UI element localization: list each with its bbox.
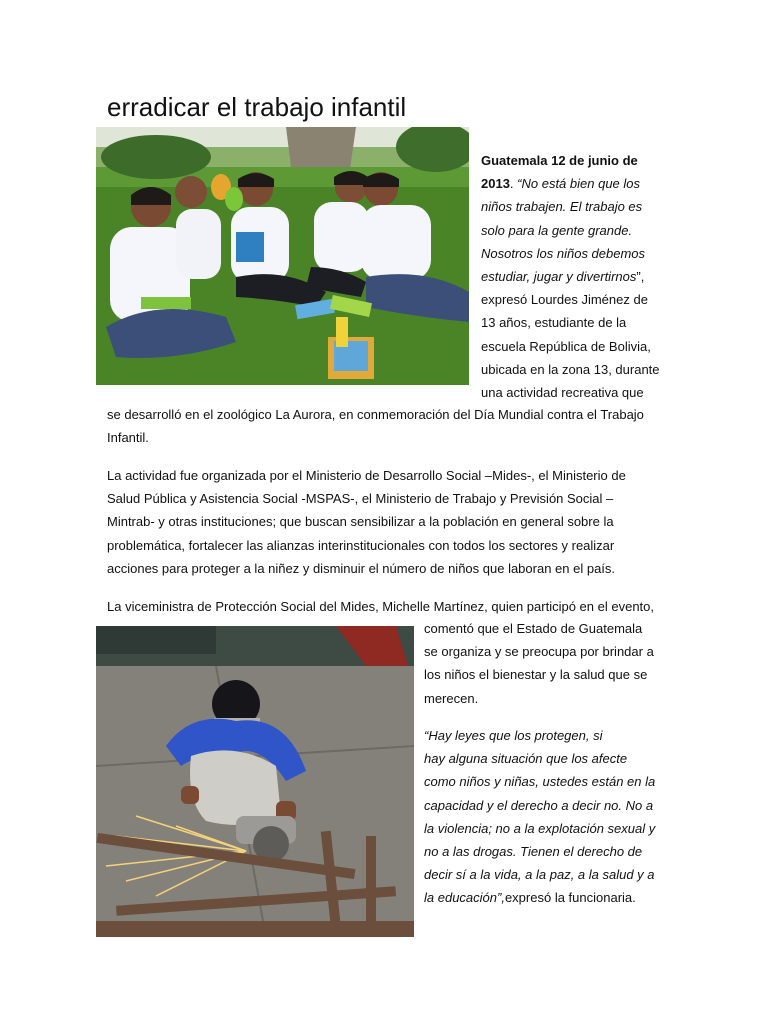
children-on-grass-photo [96, 127, 469, 385]
body-line: La actividad fue organizada por el Ministerio de Desarrollo Social –Mides-, el Ministerio de [107, 468, 626, 483]
body-line: se desarrolló en el zoológico La Aurora, en conmemoración del Día Mundial contra el Trabajo [107, 407, 644, 422]
body-line: Infantil. [107, 430, 149, 446]
body-line: merecen. [424, 690, 479, 706]
article-title: erradicar el trabajo infantil [107, 92, 407, 122]
quote-line: estudiar, jugar y divertirnos [481, 269, 637, 285]
dateline-punct: . [509, 176, 518, 192]
quote-line: “Hay leyes que los protegen, si [424, 728, 603, 743]
boy-grinding-metal-photo [96, 626, 414, 937]
body-line: Mintrab- y otras instituciones; que buscan sensibilizar a la población en general sobre la [107, 514, 614, 530]
closing-quote [424, 724, 655, 910]
quote-line: no a las drogas. Tienen el derecho de [424, 844, 643, 860]
quote-line: como niños y niñas, ustedes están en la [424, 774, 656, 790]
body-line: La viceministra de Protección Social del Mides, Michelle Martínez, quien participó en el evento, [107, 599, 654, 614]
intro-continuation [107, 403, 644, 449]
quote-line: “No está bien que los [517, 176, 641, 192]
quote-line: hay alguna situación que los afecte [424, 751, 628, 767]
quote-line: la violencia; no a la explotación sexual y [424, 820, 656, 836]
body-line: los niños el bienestar y la salud que se [424, 667, 648, 683]
quote-line: niños trabajen. El trabajo es [481, 199, 643, 215]
quote-close: ”, [636, 269, 645, 285]
dateline-year: 2013 [481, 176, 510, 192]
body-line: expresó Lourdes Jiménez de [481, 292, 648, 308]
body-line: una actividad recreativa que [481, 385, 644, 401]
quote-line: Nosotros los niños debemos [481, 245, 646, 261]
intro-text [481, 149, 660, 404]
body-line: se organiza y se preocupa por brindar a [424, 644, 654, 660]
quote-line: solo para la gente grande. [481, 222, 633, 238]
paragraph-organizers [107, 464, 626, 580]
quote-line: decir sí a la vida, a la paz, a la salud y a [424, 867, 655, 883]
body-line: 13 años, estudiante de la [481, 315, 627, 331]
quote-line: capacidad y el derecho a decir no. No a [424, 797, 654, 813]
body-line: acciones para proteger a la niñez y disminuir el número de niños que laboran en el país. [107, 560, 616, 576]
paragraph-viceminister-intro [107, 595, 654, 618]
dateline: Guatemala 12 de junio de [481, 153, 638, 168]
attribution: expresó la funcionaria. [504, 890, 636, 906]
body-line: ubicada en la zona 13, durante [481, 361, 660, 377]
body-line: Salud Pública y Asistencia Social -MSPAS-, el Ministerio de Trabajo y Previsión Social – [107, 491, 614, 507]
body-line: escuela República de Bolivia, [481, 338, 651, 354]
body-line: comentó que el Estado de Guatemala [424, 621, 643, 636]
body-line: problemática, fortalecer las alianzas interinstitucionales con todos los sectores y realizar [107, 537, 615, 553]
quote-line: la educación”, [424, 890, 505, 906]
paragraph-viceminister [424, 617, 654, 710]
